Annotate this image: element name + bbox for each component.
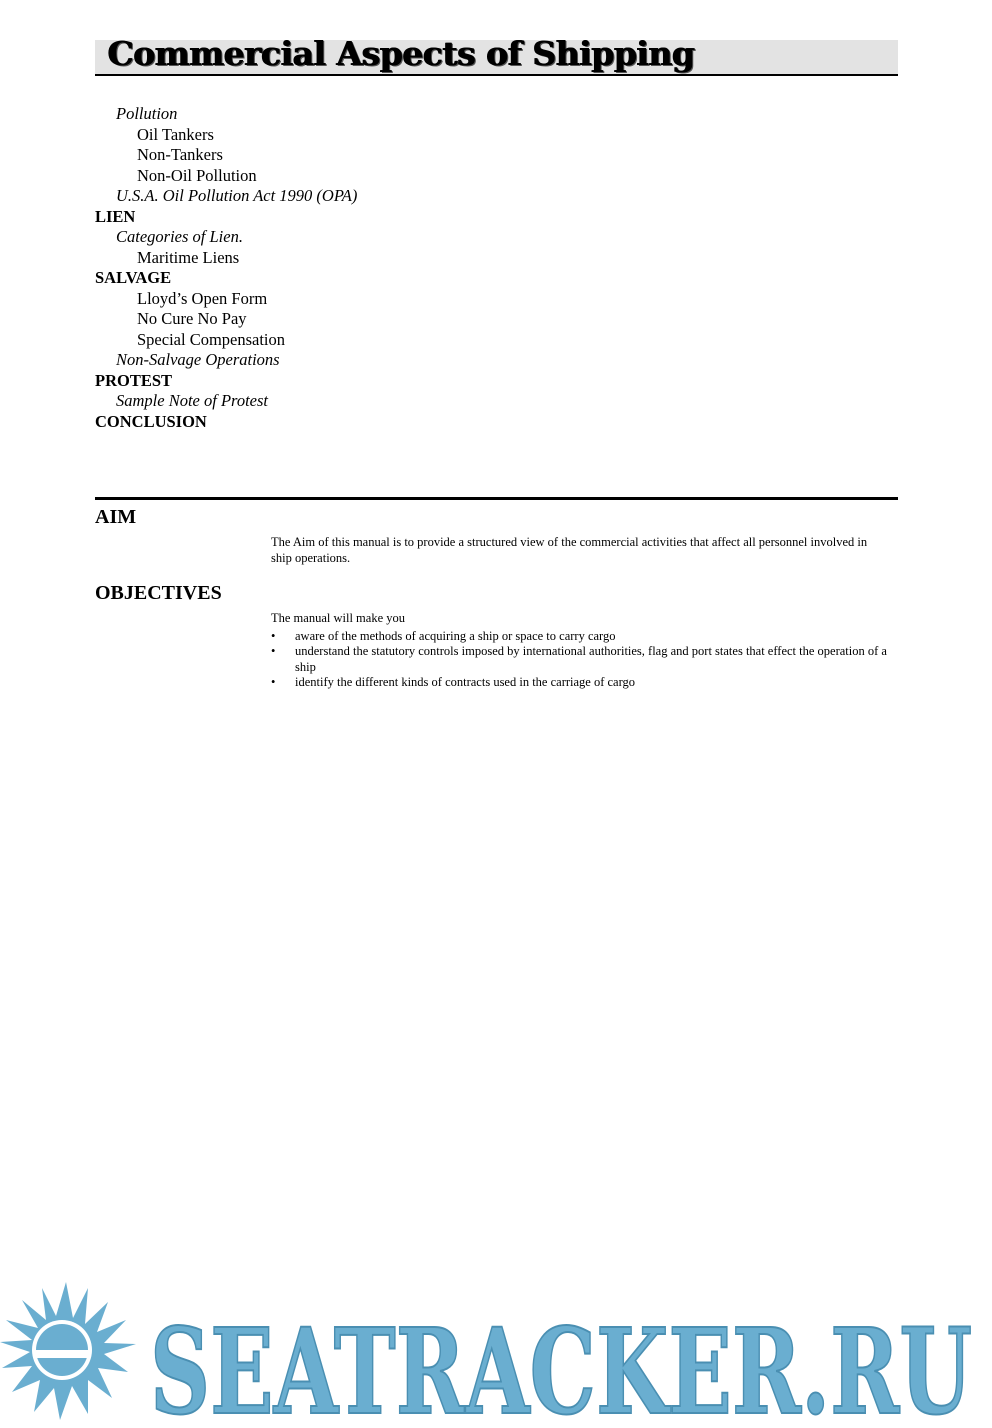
page-header bbox=[95, 34, 898, 76]
sun-icon bbox=[0, 1282, 136, 1420]
objectives-body bbox=[271, 611, 891, 691]
objectives-intro: The manual will make you bbox=[271, 611, 405, 625]
objectives-list bbox=[271, 629, 891, 691]
toc-item: PROTEST bbox=[95, 370, 173, 390]
seatracker-logo bbox=[0, 1280, 992, 1428]
table-of-contents bbox=[95, 104, 595, 432]
toc-item: Non-Oil Pollution bbox=[137, 165, 257, 185]
list-item: • identify the different kinds of contracts used in the carriage of cargo bbox=[271, 675, 891, 691]
list-item: • aware of the methods of acquiring a ship or space to carry cargo bbox=[271, 629, 891, 645]
section-divider bbox=[95, 497, 898, 500]
toc-item: Non-Salvage Operations bbox=[116, 350, 280, 369]
toc-item: Lloyd’s Open Form bbox=[137, 288, 268, 308]
toc-item: Oil Tankers bbox=[137, 124, 214, 144]
toc-item: Categories of Lien. bbox=[116, 227, 243, 246]
header-title: Commercial Aspects of Shipping bbox=[107, 34, 694, 73]
toc-item: No Cure No Pay bbox=[137, 309, 247, 328]
toc-item: Special Compensation bbox=[137, 329, 286, 349]
toc-item: SALVAGE bbox=[95, 268, 172, 287]
aim-text: The Aim of this manual is to provide a structured view of the commercial activities that affect all personnel involved in ship operations. bbox=[271, 535, 868, 565]
aim-heading: AIM bbox=[95, 506, 137, 528]
toc-item: Maritime Liens bbox=[137, 247, 240, 267]
toc-item: Pollution bbox=[116, 104, 178, 123]
watermark-text: SEATRACKER.RU bbox=[150, 1302, 972, 1428]
toc-item: Non-Tankers bbox=[137, 145, 223, 164]
toc-item: LIEN bbox=[95, 206, 136, 226]
list-item: • understand the statutory controls imposed by international authorities, flag and port states that effect the operation of a ship bbox=[271, 644, 891, 675]
toc-item: U.S.A. Oil Pollution Act 1990 (OPA) bbox=[116, 186, 358, 205]
objectives-heading: OBJECTIVES bbox=[95, 582, 222, 604]
toc-item: CONCLUSION bbox=[95, 411, 207, 431]
toc-item: Sample Note of Protest bbox=[116, 391, 268, 410]
